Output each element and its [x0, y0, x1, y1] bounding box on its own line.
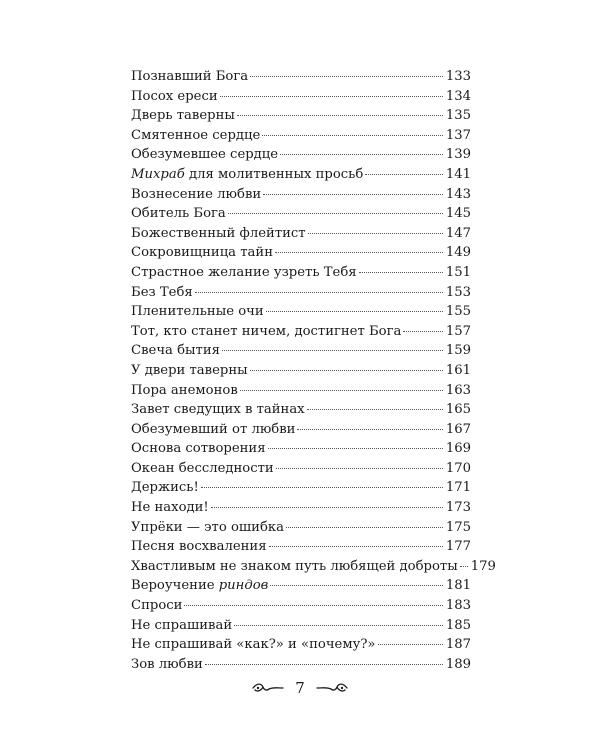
- toc-entry-page: 153: [445, 284, 471, 300]
- toc-entry-title: У двери таверны: [131, 362, 248, 378]
- dot-leader: [263, 194, 443, 195]
- toc-entry-page: 161: [445, 362, 471, 378]
- toc-entry: [131, 381, 471, 401]
- dot-leader: [201, 487, 443, 488]
- toc-entry-title-rest: для молитвенных просьб: [184, 166, 364, 182]
- toc-entry-title: Дверь таверны: [131, 108, 235, 124]
- toc-entry-page: 141: [445, 166, 471, 182]
- toc-entry-page: 147: [445, 225, 471, 241]
- toc-entry-page: 170: [445, 460, 471, 476]
- dot-leader: [205, 664, 443, 665]
- dot-leader: [359, 272, 443, 273]
- dot-leader: [378, 644, 443, 645]
- toc-entry-title: Держись!: [131, 480, 199, 496]
- toc-entry: [131, 420, 471, 440]
- toc-entry: [131, 87, 471, 107]
- toc-entry-page: 137: [445, 127, 471, 143]
- toc-entry-title: Зов любви: [131, 656, 203, 672]
- toc-entry-title: Не спрашивай: [131, 617, 233, 633]
- toc-entry-title: Тот, кто станет ничем, достигнет Бога: [131, 323, 402, 339]
- toc-entry-title: Не находи!: [131, 500, 209, 516]
- toc-entry: [131, 165, 471, 185]
- dot-leader: [307, 409, 443, 410]
- page-number: 7: [295, 679, 305, 697]
- toc-entry: [131, 439, 471, 459]
- toc-entry: [131, 263, 471, 283]
- toc-entry-title: Познавший Бога: [131, 69, 249, 84]
- dot-leader: [237, 115, 443, 116]
- dot-leader: [308, 233, 443, 234]
- dot-leader: [195, 292, 443, 293]
- toc-entry-title: Основа сотворения: [131, 441, 266, 457]
- toc-entry-title: Хвастливым не знаком путь любящей доброты: [131, 558, 458, 574]
- dot-leader: [276, 468, 443, 469]
- toc-entry-title: Посох ереси: [131, 88, 218, 104]
- toc-entry-title: Свеча бытия: [131, 343, 220, 359]
- dot-leader: [234, 625, 443, 626]
- dot-leader: [270, 585, 442, 586]
- toc-entry: [131, 655, 471, 675]
- toc-entry-page: 149: [445, 245, 471, 261]
- dot-leader: [262, 135, 443, 136]
- dot-leader: [184, 605, 442, 606]
- dot-leader: [286, 527, 443, 528]
- toc-entry: [131, 518, 471, 538]
- toc-entry-page: 139: [445, 147, 471, 163]
- toc-entry-title-italic: Михраб: [131, 166, 185, 182]
- toc-entry-page: 145: [445, 206, 471, 222]
- toc-entry-title: Обезумевшее сердце: [131, 147, 279, 163]
- toc-entry-page: 177: [445, 539, 471, 555]
- dot-leader: [280, 154, 443, 155]
- toc-entry: [131, 596, 471, 616]
- toc-entry-title: Пленительные очи: [131, 304, 264, 320]
- toc-entry-title: Не спрашивай «как?» и «почему?»: [131, 637, 376, 653]
- toc-entry-title: Упрёки — это ошибка: [131, 519, 285, 535]
- dot-leader: [297, 429, 442, 430]
- toc-entry-title: Завет сведущих в тайнах: [131, 402, 305, 418]
- toc-entry-title-rest: Вероучение: [131, 578, 219, 594]
- toc-entry-page: 134: [445, 88, 471, 104]
- table-of-contents: [131, 67, 496, 674]
- dot-leader: [275, 252, 443, 253]
- toc-entry-title: Пора анемонов: [131, 382, 238, 398]
- toc-entry-title: Обитель Бога: [131, 206, 226, 222]
- toc-entry-title: [131, 165, 363, 185]
- toc-entry: [131, 635, 471, 655]
- toc-entry-page: 143: [445, 186, 471, 202]
- toc-entry-page: 181: [445, 578, 471, 594]
- toc-entry-title: Песня восхваления: [131, 539, 267, 555]
- toc-entry-page: 185: [445, 617, 471, 633]
- dot-leader: [250, 76, 443, 77]
- dot-leader: [250, 370, 443, 371]
- toc-entry-page: 179: [470, 558, 496, 574]
- toc-entry-page: 151: [445, 264, 471, 280]
- toc-entry-page: 155: [445, 304, 471, 320]
- toc-entry-page: 183: [445, 598, 471, 614]
- toc-entry-page: 163: [445, 382, 471, 398]
- toc-entry-title: Смятенное сердце: [131, 127, 261, 143]
- toc-entry-page: 133: [445, 69, 471, 84]
- toc-entry-title: Спроси: [131, 598, 183, 614]
- toc-entry-page: 169: [445, 441, 471, 457]
- toc-entry-title: Обезумевший от любви: [131, 421, 296, 437]
- flourish-right-icon: [315, 681, 349, 695]
- toc-entry-page: 167: [445, 421, 471, 437]
- toc-entry: [131, 243, 471, 263]
- dot-leader: [220, 96, 443, 97]
- toc-entry: [131, 341, 471, 361]
- toc-entry: [131, 361, 471, 381]
- dot-leader: [268, 448, 443, 449]
- toc-entry-page: 165: [445, 402, 471, 418]
- toc-entry: [131, 126, 471, 146]
- toc-entry: [131, 498, 471, 518]
- toc-entry: [131, 302, 471, 322]
- toc-entry: [131, 459, 471, 479]
- toc-entry-page: 187: [445, 637, 471, 653]
- toc-entry-page: 159: [445, 343, 471, 359]
- toc-entry-title: Страстное желание узреть Тебя: [131, 264, 357, 280]
- toc-entry-page: 173: [445, 500, 471, 516]
- dot-leader: [269, 546, 443, 547]
- dot-leader: [240, 390, 443, 391]
- toc-entry: [131, 67, 471, 87]
- toc-entry-title: [131, 576, 268, 596]
- toc-entry-page: 189: [445, 656, 471, 672]
- dot-leader: [460, 566, 468, 567]
- dot-leader: [365, 174, 443, 175]
- toc-entry-title: Сокровищница тайн: [131, 245, 273, 261]
- dot-leader: [403, 331, 442, 332]
- toc-entry: [131, 478, 471, 498]
- toc-entry-title: Божественный флейтист: [131, 225, 306, 241]
- toc-entry: [131, 106, 471, 126]
- dot-leader: [228, 213, 443, 214]
- toc-entry: [131, 322, 471, 342]
- toc-entry: [131, 616, 471, 636]
- dot-leader: [266, 311, 443, 312]
- toc-entry: [131, 185, 471, 205]
- toc-entry-title: Океан бесследности: [131, 460, 274, 476]
- toc-entry: [131, 400, 471, 420]
- toc-entry-page: 175: [445, 519, 471, 535]
- toc-entry: [131, 145, 471, 165]
- toc-entry: [131, 224, 471, 244]
- toc-entry: [131, 283, 471, 303]
- flourish-left-icon: [251, 681, 285, 695]
- toc-entry: [131, 537, 471, 557]
- toc-entry-page: 171: [445, 480, 471, 496]
- toc-entry: [131, 576, 471, 596]
- toc-entry-title-italic: риндов: [218, 578, 269, 594]
- toc-entry-page: 135: [445, 108, 471, 124]
- dot-leader: [222, 350, 443, 351]
- toc-entry-title: Без Тебя: [131, 284, 193, 300]
- toc-entry: [131, 204, 471, 224]
- toc-entry: [131, 557, 496, 577]
- toc-entry-page: 157: [445, 323, 471, 339]
- dot-leader: [211, 507, 443, 508]
- toc-entry-title: Вознесение любви: [131, 186, 262, 202]
- page-footer: [0, 679, 600, 697]
